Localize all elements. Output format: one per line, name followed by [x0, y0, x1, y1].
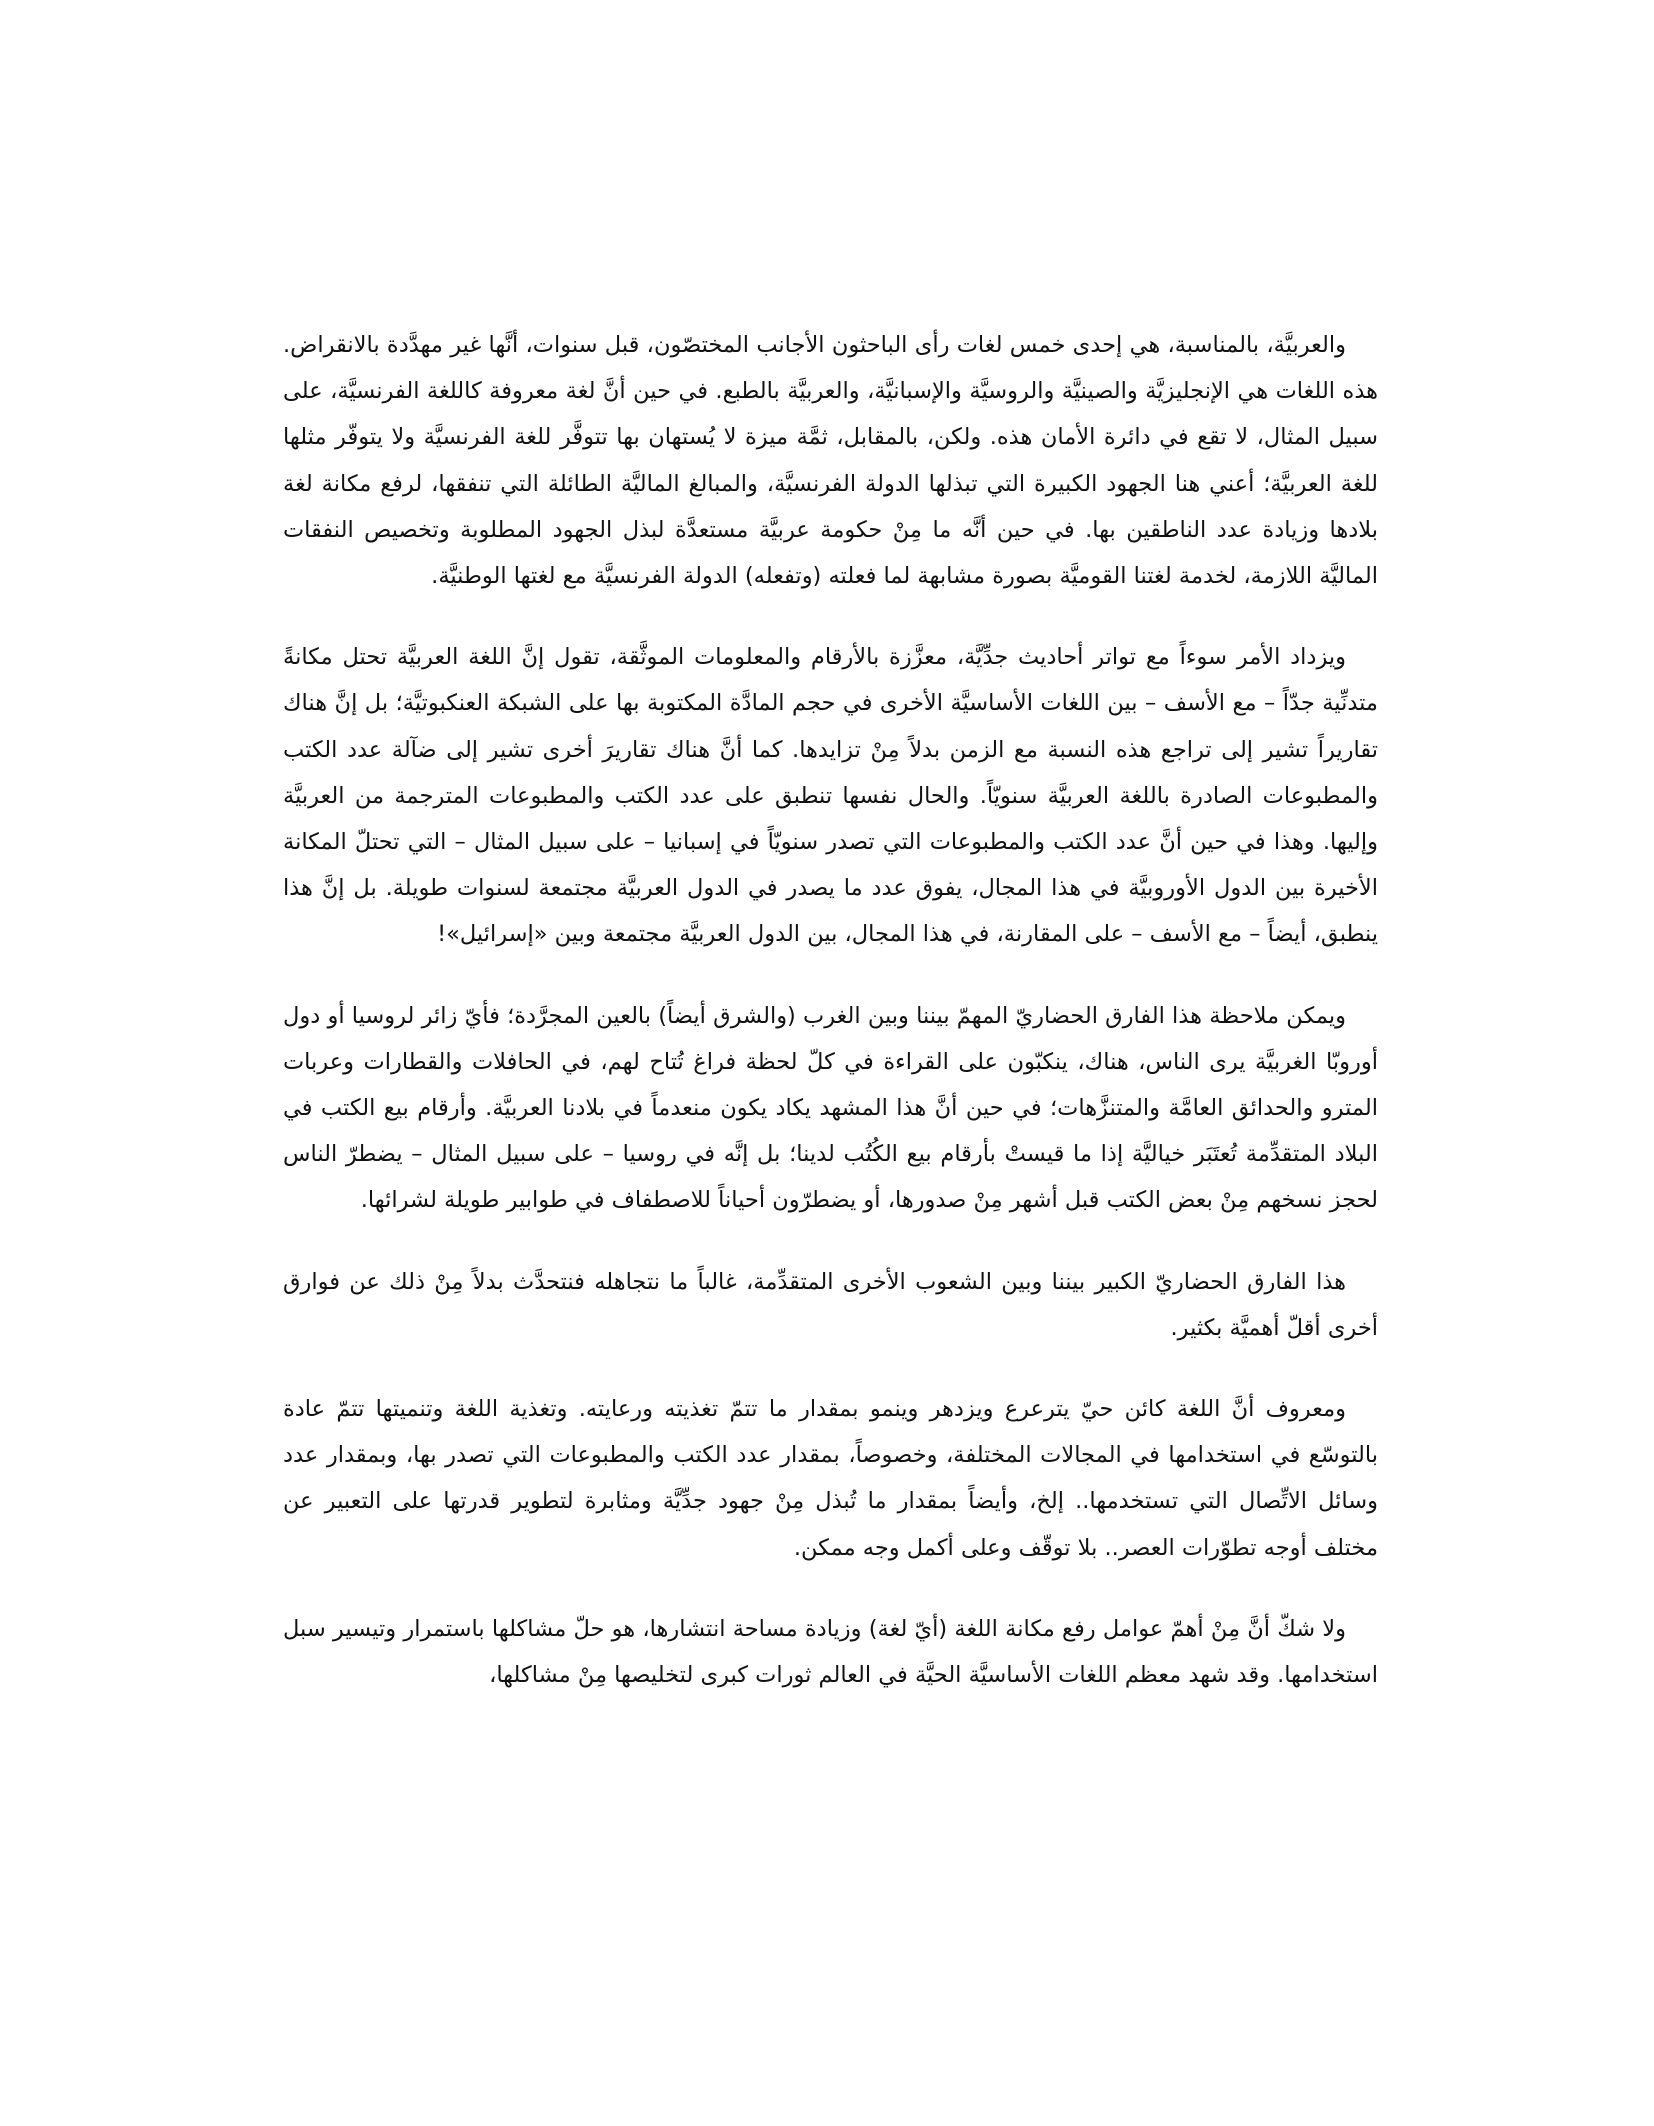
paragraph-4: هذا الفارق الحضاريّ الكبير بيننا وبين الشعوب الأخرى المتقدِّمة، غالباً ما نتجاهله فنتحدَّث بدلاً مِنْ ذلك عن فوارق أخرى أقلّ أهميَّة بكثير.: [283, 1268, 1378, 1341]
paragraph-6: ولا شكّ أنَّ مِنْ أهمّ عوامل رفع مكانة اللغة (أيّ لغة) وزيادة مساحة انتشارها، هو حلّ مشاكلها باستمرار وتيسير سبل استخدامها. وقد شهد معظم اللغات الأساسيَّة الحيَّة في العالم ثورات كبرى لتخليصها مِنْ مشاكلها،: [283, 1615, 1378, 1689]
paragraph-3: ويمكن ملاحظة هذا الفارق الحضاريّ المهمّ بيننا وبين الغرب (والشرق أيضاً) بالعين المجرَّدة؛ فأيّ زائر لروسيا أو دول أوروبّا الغربيَّة يرى الناس، هناك، ينكبّون على القراءة في كلّ لحظة فراغ تُتاح لهم، في الحافلات والقطارات وعربات المترو والحدائق العامَّة والمتنزَّهات؛ في حين أنَّ هذا المشهد يكاد يكون منعدماً في بلادنا العربيَّة. وأرقام بيع الكتب في البلاد المتقدِّمة تُعتَبَر خياليَّة إذا ما قيستْ بأرقام بيع الكُتُب لدينا؛ بل إنَّه في روسيا – على سبيل المثال – يضطرّ الناس لحجز نسخهم مِنْ بعض الكتب قبل أشهر مِنْ صدورها، أو يضطرّون أحياناً للاصطفاف في طوابير طويلة لشرائها.: [283, 1002, 1378, 1214]
paragraph-5: ومعروف أنَّ اللغة كائن حيّ يترعرع ويزدهر وينمو بمقدار ما تتمّ تغذيته ورعايته. وتغذية اللغة وتنميتها تتمّ عادة بالتوسّع في استخدامها في المجالات المختلفة، وخصوصاً، بمقدار عدد الكتب والمطبوعات التي تصدر بها، وبمقدار عدد وسائل الاتِّصال التي تستخدمها.. إلخ، وأيضاً بمقدار ما تُبذل مِنْ جهود جدِّيَّة ومثابرة لتطوير قدرتها على التعبير عن مختلف أوجه تطوّرات العصر.. بلا توقّف وعلى أكمل وجه ممكن.: [283, 1396, 1378, 1561]
body-text: [283, 322, 1378, 1733]
paragraph-2: ويزداد الأمر سوءاً مع تواتر أحاديث جدِّيَّة، معزَّزة بالأرقام والمعلومات الموثَّقة، تقول إنَّ اللغة العربيَّة تحتل مكانةً متدنِّية جدّاً – مع الأسف – بين اللغات الأساسيَّة الأخرى في حجم المادَّة المكتوبة بها على الشبكة العنكبوتيَّة؛ بل إنَّ هناك تقاريراً تشير إلى تراجع هذه النسبة مع الزمن بدلاً مِنْ تزايدها. كما أنَّ هناك تقاريرَ أخرى تشير إلى ضآلة عدد الكتب والمطبوعات الصادرة باللغة العربيَّة سنويّاً. والحال نفسها تنطبق على عدد الكتب والمطبوعات المترجمة من العربيَّة وإليها. وهذا في حين أنَّ عدد الكتب والمطبوعات التي تصدر سنويّاً في إسبانيا – على سبيل المثال – التي تحتلّ المكانة الأخيرة بين الدول الأوروبيَّة في هذا المجال، يفوق عدد ما يصدر في الدول العربيَّة مجتمعة لسنوات طويلة. بل إنَّ هذا ينطبق، أيضاً – مع الأسف – على المقارنة، في هذا المجال، بين الدول العربيَّة مجتمعة وبين «إسرائيل»!: [283, 644, 1378, 948]
paragraph-1: والعربيَّة، بالمناسبة، هي إحدى خمس لغات رأى الباحثون الأجانب المختصّون، قبل سنوات، أنَّها غير مهدَّدة بالانقراض. هذه اللغات هي الإنجليزيَّة والصينيَّة والروسيَّة والإسبانيَّة، والعربيَّة بالطبع. في حين أنَّ لغة معروفة كاللغة الفرنسيَّة، على سبيل المثال، لا تقع في دائرة الأمان هذه. ولكن، بالمقابل، ثمَّة ميزة لا يُستهان بها تتوفَّر للغة الفرنسيَّة ولا يتوفّر مثلها للغة العربيَّة؛ أعني هنا الجهود الكبيرة التي تبذلها الدولة الفرنسيَّة، والمبالغ الماليَّة الطائلة التي تنفقها، لرفع مكانة لغة بلادها وزيادة عدد الناطقين بها. في حين أنَّه ما مِنْ حكومة عربيَّة مستعدَّة لبذل الجهود المطلوبة وتخصيص النفقات الماليَّة اللازمة، لخدمة لغتنا القوميَّة بصورة مشابهة لما فعلته (وتفعله) الدولة الفرنسيَّة مع لغتها الوطنيَّة.: [283, 332, 1378, 590]
